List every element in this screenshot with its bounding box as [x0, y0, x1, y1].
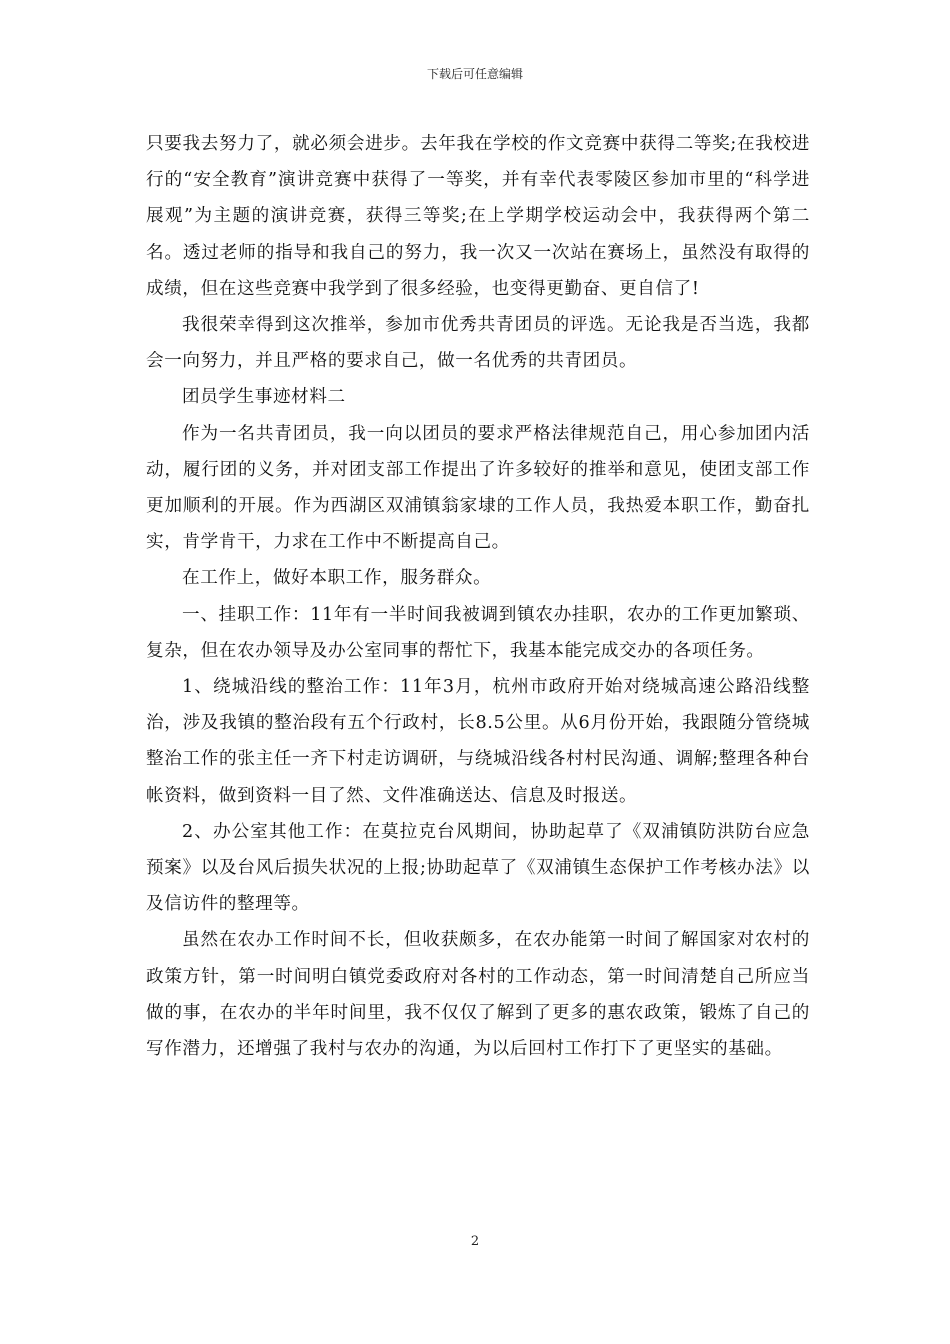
- page-header: 下载后可任意编辑: [426, 67, 523, 81]
- paragraph-reflection: 虽然在农办工作时间不长，但收获颇多，在农办能第一时间了解国家对农村的政策方针，第一时间明白镇党委政府对各村的工作动态，第一时间清楚自己所应当做的事，在农办的半年时间里，我不仅仅了解到了更多的惠农政策，锻炼了自己的写作潜力，还增强了我村与农办的沟通，为以后回村工作打下了更坚实的基础。: [146, 930, 810, 1060]
- paragraph-nomination: 我很荣幸得到这次推举，参加市优秀共青团员的评选。无论我是否当选，我都会一向努力，并且严格的要求自己，做一名优秀的共青团员。: [146, 315, 810, 372]
- paragraph-office-work: 2、办公室其他工作：在莫拉克台风期间，协助起草了《双浦镇防洪防台应急预案》以及台风后损失状况的上报;协助起草了《双浦镇生态保护工作考核办法》以及信访件的整理等。: [146, 821, 810, 915]
- paragraph-work-summary: 在工作上，做好本职工作，服务群众。: [182, 568, 492, 589]
- section-heading-material-two: 团员学生事迹材料二: [182, 387, 346, 408]
- paragraph-attachment-work: 一、挂职工作：11年有一半时间我被调到镇农办挂职，农办的工作更加繁琐、复杂，但在农办领导及办公室同事的帮忙下，我基本能完成交办的各项任务。: [146, 604, 810, 661]
- paragraph-achievements: 只要我去努力了，就必须会进步。去年我在学校的作文竞赛中获得二等奖;在我校进行的“安全教育”演讲竞赛中获得了一等奖，并有幸代表零陵区参加市里的“科学进展观”为主题的演讲竞赛，获得三等奖;在上学期学校运动会中，我获得两个第二名。透过老师的指导和我自己的努力，我一次又一次站在赛场上，虽然没有取得的成绩，但在这些竞赛中我学到了很多经验，也变得更勤奋、更自信了!: [146, 134, 810, 299]
- paragraph-member-intro: 作为一名共青团员，我一向以团员的要求严格法律规范自己，用心参加团内活动，履行团的义务，并对团支部工作提出了许多较好的推举和意见，使团支部工作更加顺利的开展。作为西湖区双浦镇翁家埭的工作人员，我热爱本职工作，勤奋扎实，肯学肯干，力求在工作中不断提高自己。: [146, 423, 810, 553]
- page-number: 2: [470, 1234, 480, 1249]
- document-body: [146, 126, 810, 1067]
- paragraph-ring-road-rectification: 1、绕城沿线的整治工作：11年3月，杭州市政府开始对绕城高速公路沿线整治，涉及我镇的整治段有五个行政村，长8.5公里。从6月份开始，我跟随分管绕城整治工作的张主任一齐下村走访调研，与绕城沿线各村村民沟通、调解;整理各种台帐资料，做到资料一目了然、文件准确送达、信息及时报送。: [146, 677, 810, 806]
